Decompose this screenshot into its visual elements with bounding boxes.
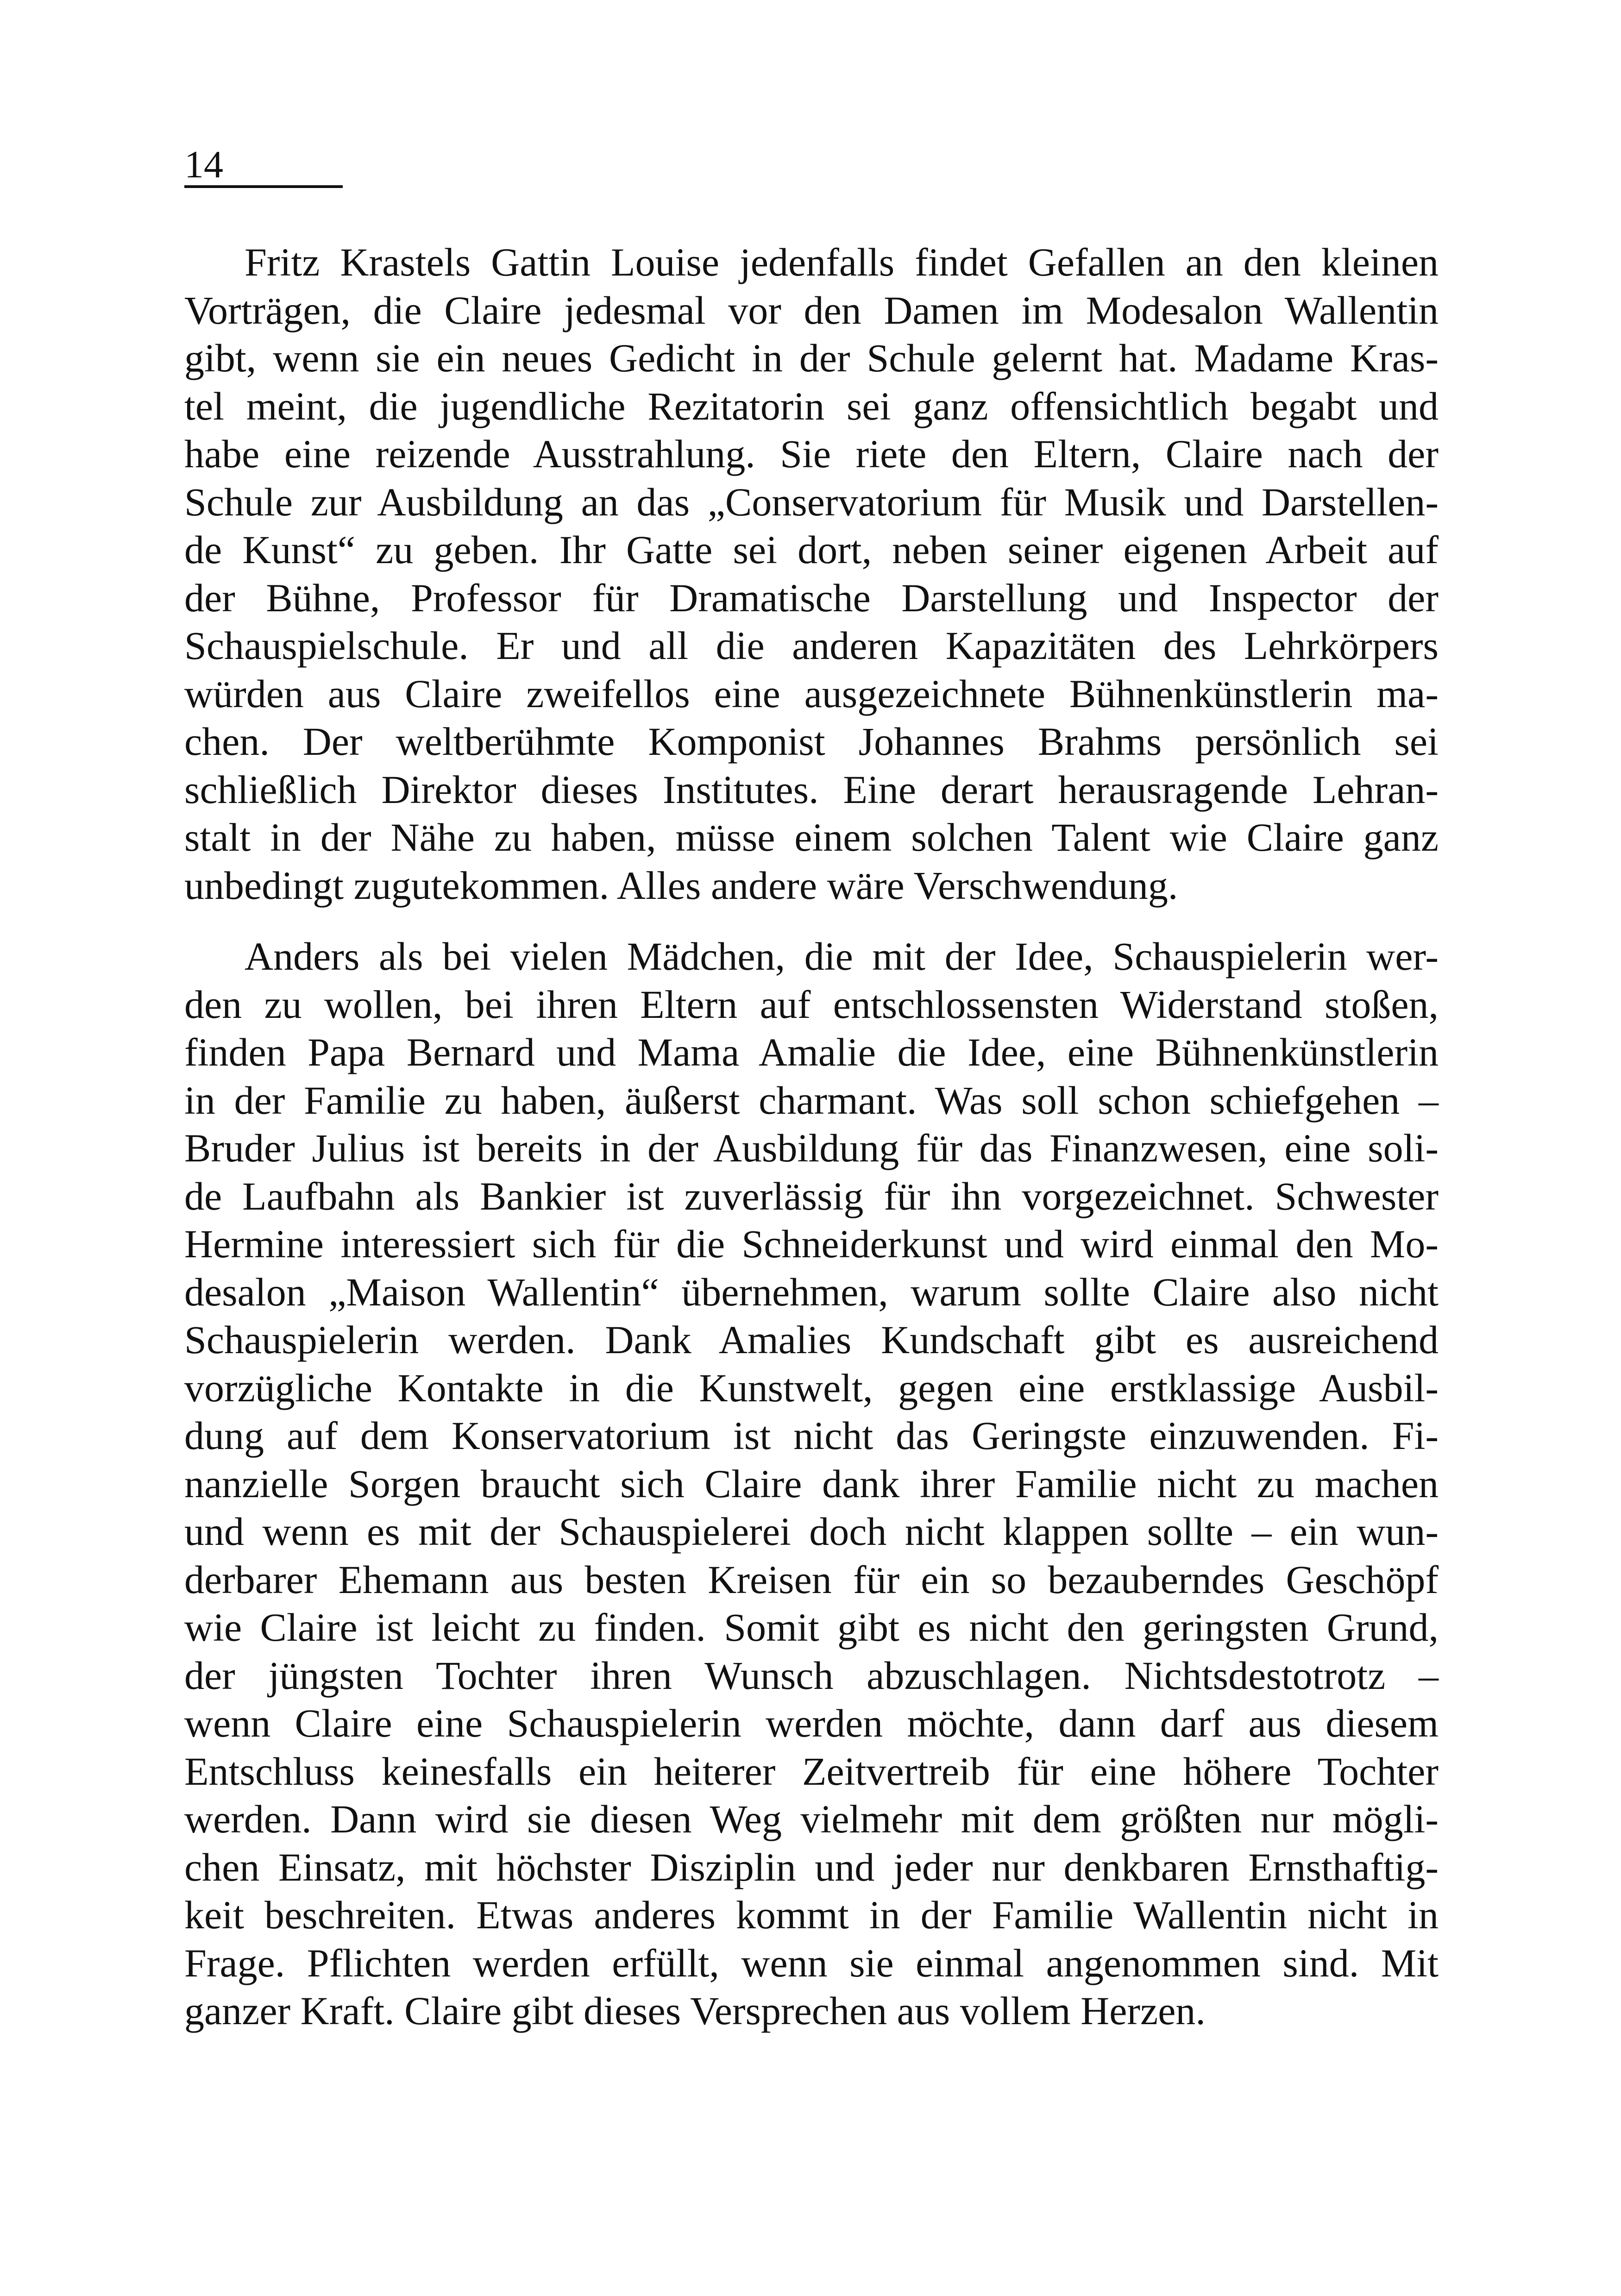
text-line: nanzielle Sorgen braucht sich Claire dank ihrer Familie nicht zu machen bbox=[184, 1461, 1439, 1506]
page-header bbox=[184, 139, 343, 188]
text-line: finden Papa Bernard und Mama Amalie die Idee, eine Bühnenkünstlerin bbox=[184, 1030, 1439, 1074]
text-line: desalon „Maison Wallentin“ übernehmen, warum sollte Claire also nicht bbox=[184, 1269, 1439, 1314]
paragraph-gap bbox=[184, 910, 1439, 933]
text-line: werden. Dann wird sie diesen Weg vielmehr mit dem größten nur mögli- bbox=[184, 1797, 1439, 1841]
text-line: der Bühne, Professor für Dramatische Darstellung und Inspector der bbox=[184, 575, 1439, 620]
text-line: Anders als bei vielen Mädchen, die mit der Idee, Schauspielerin wer- bbox=[245, 934, 1439, 979]
text-line: tel meint, die jugendliche Rezitatorin sei ganz offensichtlich begabt und bbox=[184, 383, 1439, 428]
text-line: und wenn es mit der Schauspielerei doch nicht klappen sollte – ein wun- bbox=[184, 1509, 1439, 1554]
text-line: chen. Der weltberühmte Komponist Johannes Brahms persönlich sei bbox=[184, 719, 1439, 764]
body-text bbox=[184, 238, 1439, 2035]
text-line: Schauspielschule. Er und all die anderen Kapazitäten des Lehrkörpers bbox=[184, 623, 1439, 668]
text-line: Hermine interessiert sich für die Schneiderkunst und wird einmal den Mo- bbox=[184, 1222, 1439, 1266]
text-line: habe eine reizende Ausstrahlung. Sie riete den Eltern, Claire nach der bbox=[184, 432, 1439, 476]
text-line: Bruder Julius ist bereits in der Ausbildung für das Finanzwesen, eine soli- bbox=[184, 1126, 1439, 1170]
text-line: Vorträgen, die Claire jedesmal vor den Damen im Modesalon Wallentin bbox=[184, 288, 1439, 332]
text-line: dung auf dem Konservatorium ist nicht das Geringste einzuwenden. Fi- bbox=[184, 1413, 1439, 1458]
text-line: der jüngsten Tochter ihren Wunsch abzuschlagen. Nichtsdestotrotz – bbox=[184, 1653, 1439, 1698]
text-line: gibt, wenn sie ein neues Gedicht in der Schule gelernt hat. Madame Kras- bbox=[184, 336, 1439, 380]
text-line: wie Claire ist leicht zu finden. Somit gibt es nicht den geringsten Grund, bbox=[184, 1605, 1439, 1650]
text-line: derbarer Ehemann aus besten Kreisen für ein so bezauberndes Geschöpf bbox=[184, 1557, 1439, 1602]
text-line: chen Einsatz, mit höchster Disziplin und jeder nur denkbaren Ernsthaftig- bbox=[184, 1844, 1439, 1889]
text-line: keit beschreiten. Etwas anderes kommt in der Familie Wallentin nicht in bbox=[184, 1893, 1439, 1937]
text-line: Schauspielerin werden. Dank Amalies Kundschaft gibt es ausreichend bbox=[184, 1317, 1439, 1362]
text-line: in der Familie zu haben, äußerst charmant. Was soll schon schiefgehen – bbox=[184, 1078, 1439, 1123]
text-line: Entschluss keinesfalls ein heiterer Zeitvertreib für eine höhere Tochter bbox=[184, 1749, 1439, 1794]
text-line: den zu wollen, bei ihren Eltern auf entschlossensten Widerstand stoßen, bbox=[184, 982, 1439, 1027]
text-line: vorzügliche Kontakte in die Kunstwelt, gegen eine erstklassige Ausbil- bbox=[184, 1365, 1439, 1410]
text-line: de Kunst“ zu geben. Ihr Gatte sei dort, neben seiner eigenen Arbeit auf bbox=[184, 527, 1439, 572]
text-line: würden aus Claire zweifellos eine ausgezeichnete Bühnenkünstlerin ma- bbox=[184, 671, 1439, 716]
text-line: unbedingt zugutekommen. Alles andere wäre Verschwendung. bbox=[184, 863, 1178, 908]
text-line: Schule zur Ausbildung an das „Conservatorium für Musik und Darstellen- bbox=[184, 479, 1439, 524]
text-line: wenn Claire eine Schauspielerin werden möchte, dann darf aus diesem bbox=[184, 1701, 1439, 1745]
text-line: stalt in der Nähe zu haben, müsse einem solchen Talent wie Claire ganz bbox=[184, 815, 1439, 859]
paragraph bbox=[184, 933, 1439, 2035]
text-line: schließlich Direktor dieses Institutes. Eine derart herausragende Lehran- bbox=[184, 767, 1439, 812]
text-line: Fritz Krastels Gattin Louise jedenfalls findet Gefallen an den kleinen bbox=[245, 240, 1439, 284]
text-line: Frage. Pflichten werden erfüllt, wenn sie einmal angenommen sind. Mit bbox=[184, 1940, 1439, 1985]
page-number: 14 bbox=[184, 143, 223, 186]
paragraph bbox=[184, 238, 1439, 910]
text-line: ganzer Kraft. Claire gibt dieses Versprechen aus vollem Herzen. bbox=[184, 1989, 1206, 2033]
text-line: de Laufbahn als Bankier ist zuverlässig für ihn vorgezeichnet. Schwester bbox=[184, 1173, 1439, 1218]
